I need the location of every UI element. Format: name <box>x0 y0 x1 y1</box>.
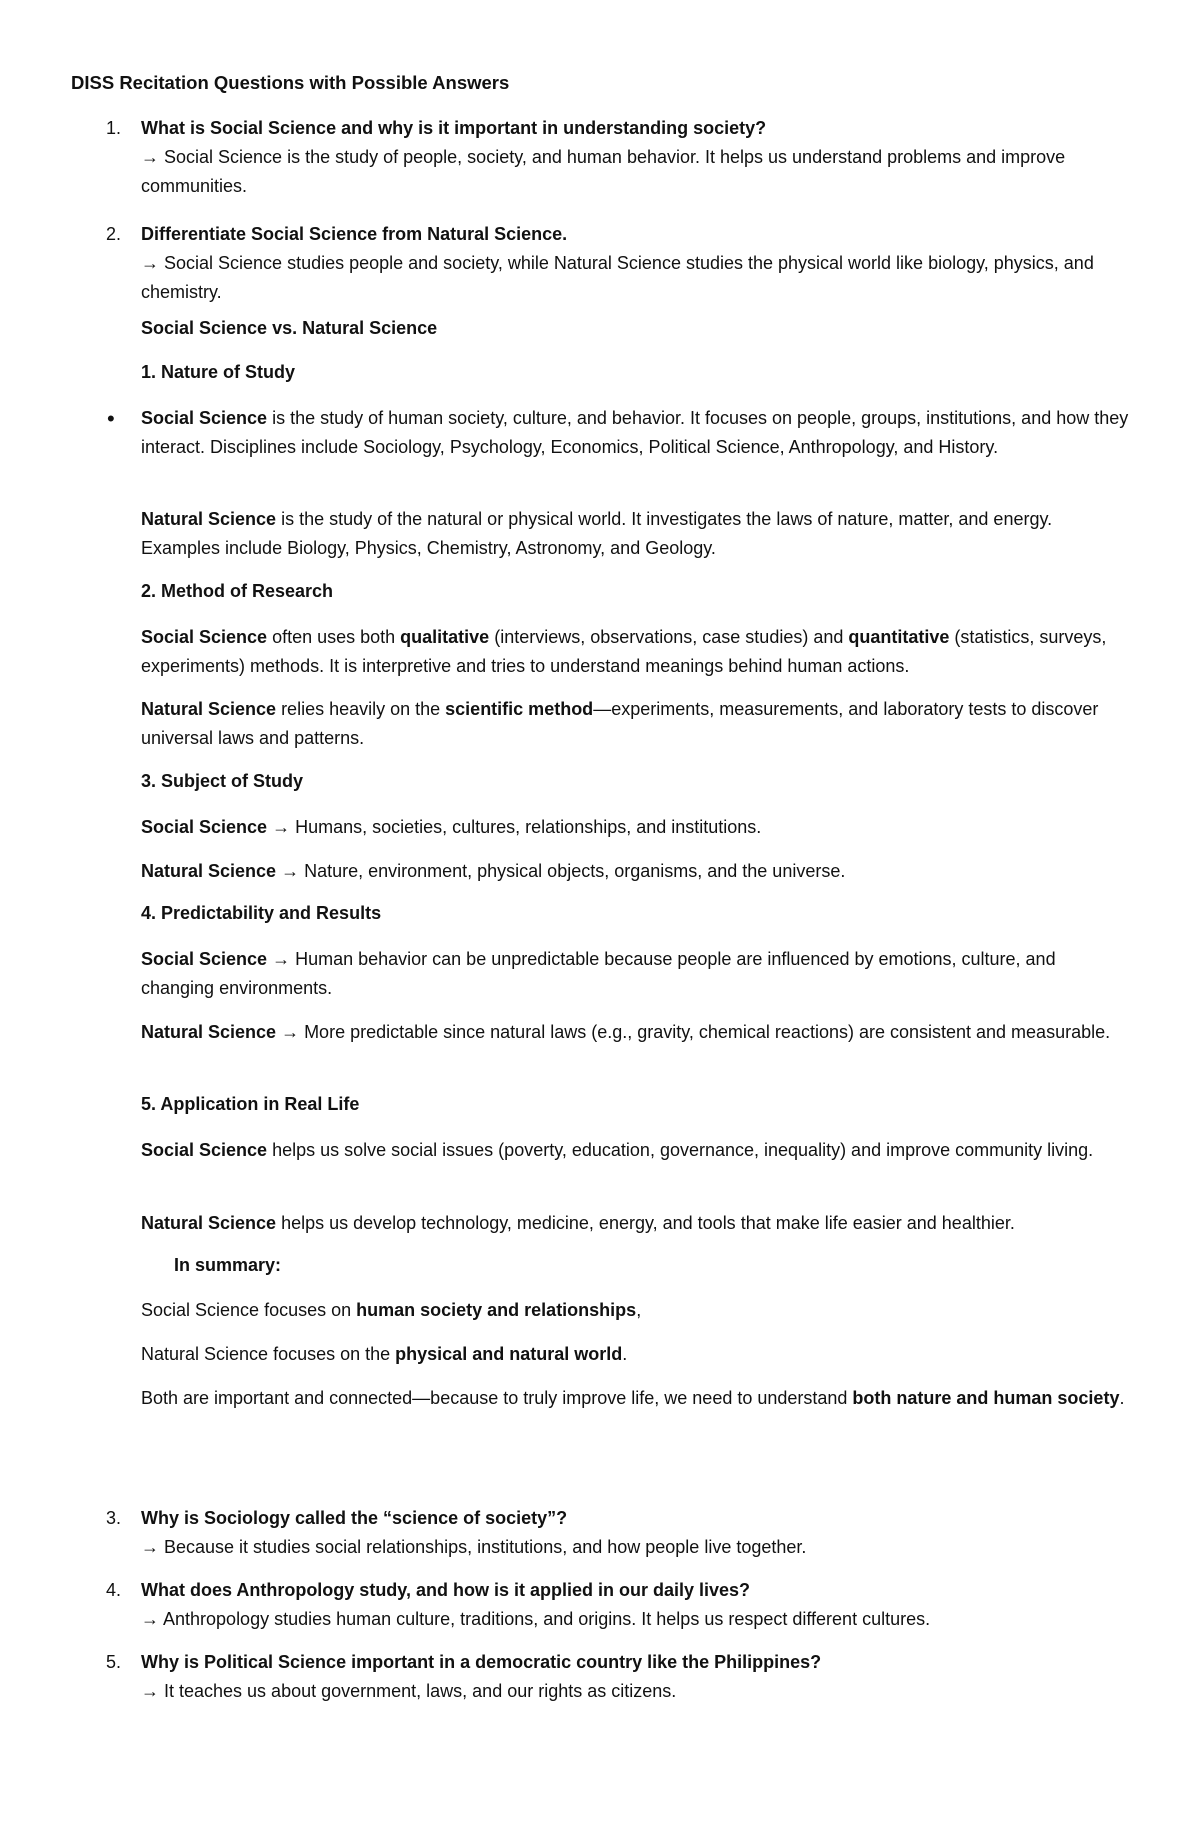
summary-line: Both are important and connected—because to truly improve life, we need to understand both nature and human society. <box>141 1388 1125 1408</box>
question-1: What is Social Science and why is it important in understanding society? <box>141 118 767 138</box>
natural-science-paragraph: Natural Science is the study of the natural or physical world. It investigates the laws of nature, matter, and energy. Examples include Biology, Physics, Chemistry, Astronomy, and Geology. <box>141 509 1053 558</box>
answer-3: → Because it studies social relationships, institutions, and how people live together. <box>141 1537 807 1557</box>
section-title: 2. Method of Research <box>141 581 334 601</box>
summary-line: Natural Science focuses on the physical and natural world. <box>141 1344 628 1364</box>
question-2: Differentiate Social Science from Natural Science. <box>141 224 568 244</box>
social-science-paragraph: Social Science helps us solve social issues (poverty, education, governance, inequality) and improve community living. <box>141 1140 1094 1160</box>
document-title: DISS Recitation Questions with Possible Answers <box>71 72 510 93</box>
question-number: 3. <box>106 1508 122 1528</box>
question-4: What does Anthropology study, and how is it applied in our daily lives? <box>141 1580 751 1600</box>
natural-science-paragraph: Natural Science → Nature, environment, physical objects, organisms, and the universe. <box>141 861 846 881</box>
answer-4: → Anthropology studies human culture, traditions, and origins. It helps us respect different cultures. <box>141 1609 931 1629</box>
social-science-paragraph: Social Science is the study of human society, culture, and behavior. It focuses on people, groups, institutions, and how they interact. Disciplines include Sociology, Psychology, Economics, Political Science, Anthropology, and History. <box>141 408 1129 457</box>
natural-science-paragraph: Natural Science helps us develop technology, medicine, energy, and tools that make life easier and healthier. <box>141 1213 1015 1233</box>
section-title: 3. Subject of Study <box>141 771 304 791</box>
question-number: 1. <box>106 118 122 138</box>
social-science-paragraph: Social Science → Human behavior can be unpredictable because people are influenced by emotions, culture, and changing environments. <box>141 949 1056 998</box>
comparison-heading: Social Science vs. Natural Science <box>141 318 438 338</box>
section-title: 1. Nature of Study <box>141 362 296 382</box>
bullet-icon: • <box>107 406 115 431</box>
natural-science-paragraph: Natural Science relies heavily on the scientific method—experiments, measurements, and laboratory tests to discover universal laws and patterns. <box>141 699 1099 748</box>
answer-2: → Social Science studies people and society, while Natural Science studies the physical world like biology, physics, and chemistry. <box>141 253 1094 302</box>
section-title: 4. Predictability and Results <box>141 903 382 923</box>
social-science-paragraph: Social Science → Humans, societies, cultures, relationships, and institutions. <box>141 817 762 837</box>
question-3: Why is Sociology called the “science of society”? <box>141 1508 568 1528</box>
summary-line: Social Science focuses on human society and relationships, <box>141 1300 642 1320</box>
social-science-paragraph: Social Science often uses both qualitative (interviews, observations, case studies) and quantitative (statistics, surveys, experiments) methods. It is interpretive and tries to understand meanings behind human actions. <box>141 627 1107 676</box>
question-number: 5. <box>106 1652 122 1672</box>
section-title: 5. Application in Real Life <box>141 1094 360 1114</box>
answer-1: → Social Science is the study of people, society, and human behavior. It helps us understand problems and improve communities. <box>141 147 1066 196</box>
summary-heading: In summary: <box>174 1255 282 1275</box>
question-5: Why is Political Science important in a democratic country like the Philippines? <box>141 1652 822 1672</box>
natural-science-paragraph: Natural Science → More predictable since natural laws (e.g., gravity, chemical reactions) are consistent and measurable. <box>141 1022 1111 1042</box>
question-number: 2. <box>106 224 122 244</box>
question-number: 4. <box>106 1580 122 1600</box>
answer-5: → It teaches us about government, laws, and our rights as citizens. <box>141 1681 677 1701</box>
